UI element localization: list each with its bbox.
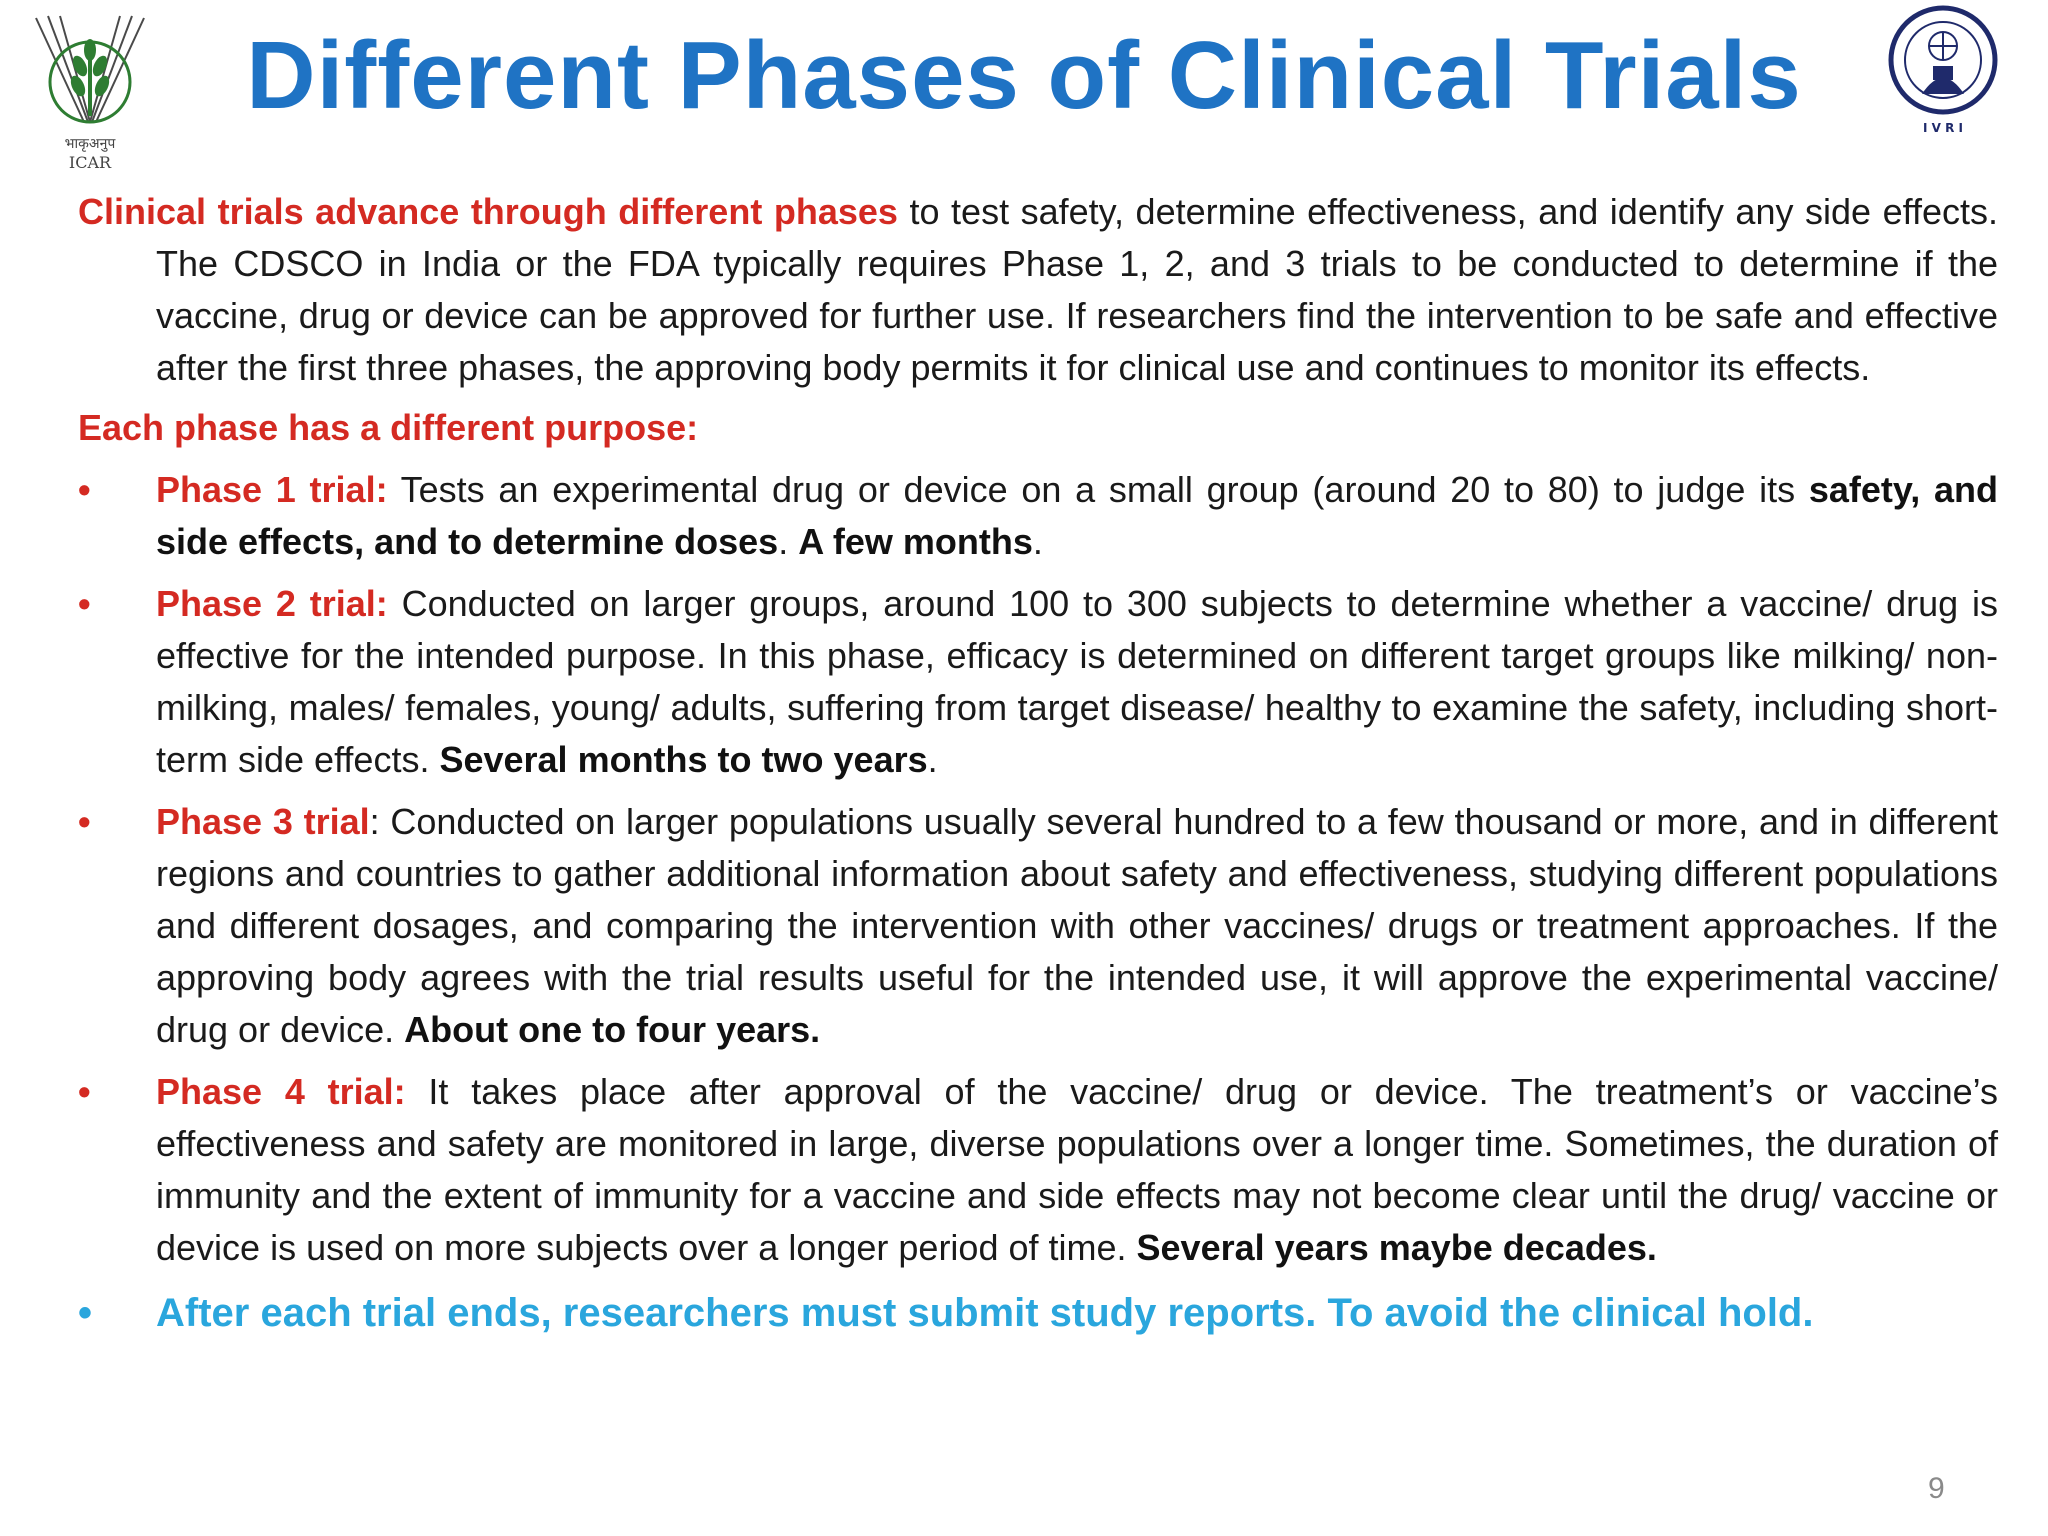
phase-1-text: Tests an experimental drug or device on a small group (around 20 to 80) to judge its [387, 469, 1809, 510]
phase-2-label: Phase 2 trial: [156, 583, 388, 624]
phase-4-label: Phase 4 trial: [156, 1071, 406, 1112]
slide-body [78, 186, 1998, 1352]
phase-2-duration: Several months to two years [439, 739, 928, 780]
icar-caption-line2: ICAR [68, 153, 112, 172]
phase-2-end: . [927, 739, 938, 780]
phase-2-text: Conducted on larger groups, around 100 to 300 subjects to determine whether a vaccine/ drug is effective for the intended purpose. In this phase, efficacy is determined on different target groups like milking/ non-milking, males/ females, young/ adults, suffering from target disease/ healthy to examine the safety, including short-term side effects. [156, 583, 1998, 780]
bullet-icon: • [78, 469, 91, 510]
phase-1-item [78, 464, 1998, 568]
phase-1-duration: A few months [798, 521, 1033, 562]
slide-title: Different Phases of Clinical Trials [246, 22, 1802, 129]
ivri-caption: I V R I [1923, 121, 1963, 135]
icar-caption-line1: भाकृअनुप [64, 136, 116, 152]
phase-4-item [78, 1066, 1998, 1274]
phase-3-text: : Conducted on larger populations usually several hundred to a few thousand or more, and in different regions and countries to gather additional information about safety and effectiveness, studying different populations and different dosages, and comparing the intervention with other vaccines/ drugs or treatment approaches. If the approving body agrees with the trial results useful for the intended use, it will approve the experimental vaccine/ drug or device. [156, 801, 1998, 1050]
icar-wheat-logo-icon [28, 14, 152, 174]
phase-4-duration: Several years maybe decades. [1136, 1227, 1657, 1268]
phase-3-duration: About one to four years. [404, 1009, 821, 1050]
bullet-icon: • [78, 583, 91, 624]
phase-2-item [78, 578, 1998, 786]
intro-lead: Clinical trials advance through different phases [78, 191, 898, 232]
final-note-item [78, 1284, 1998, 1342]
phase-1-mid: . [778, 521, 799, 562]
bullet-icon: • [78, 801, 91, 842]
page-number: 9 [1928, 1472, 1945, 1505]
intro-paragraph [78, 186, 1998, 394]
purpose-heading: Each phase has a different purpose: [78, 407, 699, 448]
phase-3-item [78, 796, 1998, 1056]
ivri-logo [1880, 2, 2006, 138]
final-note: After each trial ends, researchers must submit study reports. To avoid the clinical hold. [156, 1291, 1814, 1335]
bullet-icon: • [78, 1291, 93, 1335]
ivri-seal-icon [1880, 2, 2006, 138]
icar-logo [28, 14, 152, 174]
phase-4-text: It takes place after approval of the vaccine/ drug or device. The treatment’s or vaccine’s effectiveness and safety are monitored in large, diverse populations over a longer time. Sometimes, the duration of immunity and the extent of immunity for a vaccine and side effects may not become clear until the drug/ vaccine or device is used on more subjects over a longer period of time. [156, 1071, 1998, 1268]
phase-1-bold: safety, and side effects, and to determine doses [156, 469, 1998, 562]
phase-3-label: Phase 3 trial [156, 801, 370, 842]
intro-text: to test safety, determine effectiveness, and identify any side effects. The CDSCO in India or the FDA typically requires Phase 1, 2, and 3 trials to be conducted to determine if the vaccine, drug or device can be approved for further use. If researchers find the intervention to be safe and effective after the first three phases, the approving body permits it for clinical use and continues to monitor its effects. [156, 191, 1999, 388]
phase-1-end: . [1032, 521, 1043, 562]
phase-1-label: Phase 1 trial: [156, 469, 388, 510]
bullet-icon: • [78, 1071, 91, 1112]
